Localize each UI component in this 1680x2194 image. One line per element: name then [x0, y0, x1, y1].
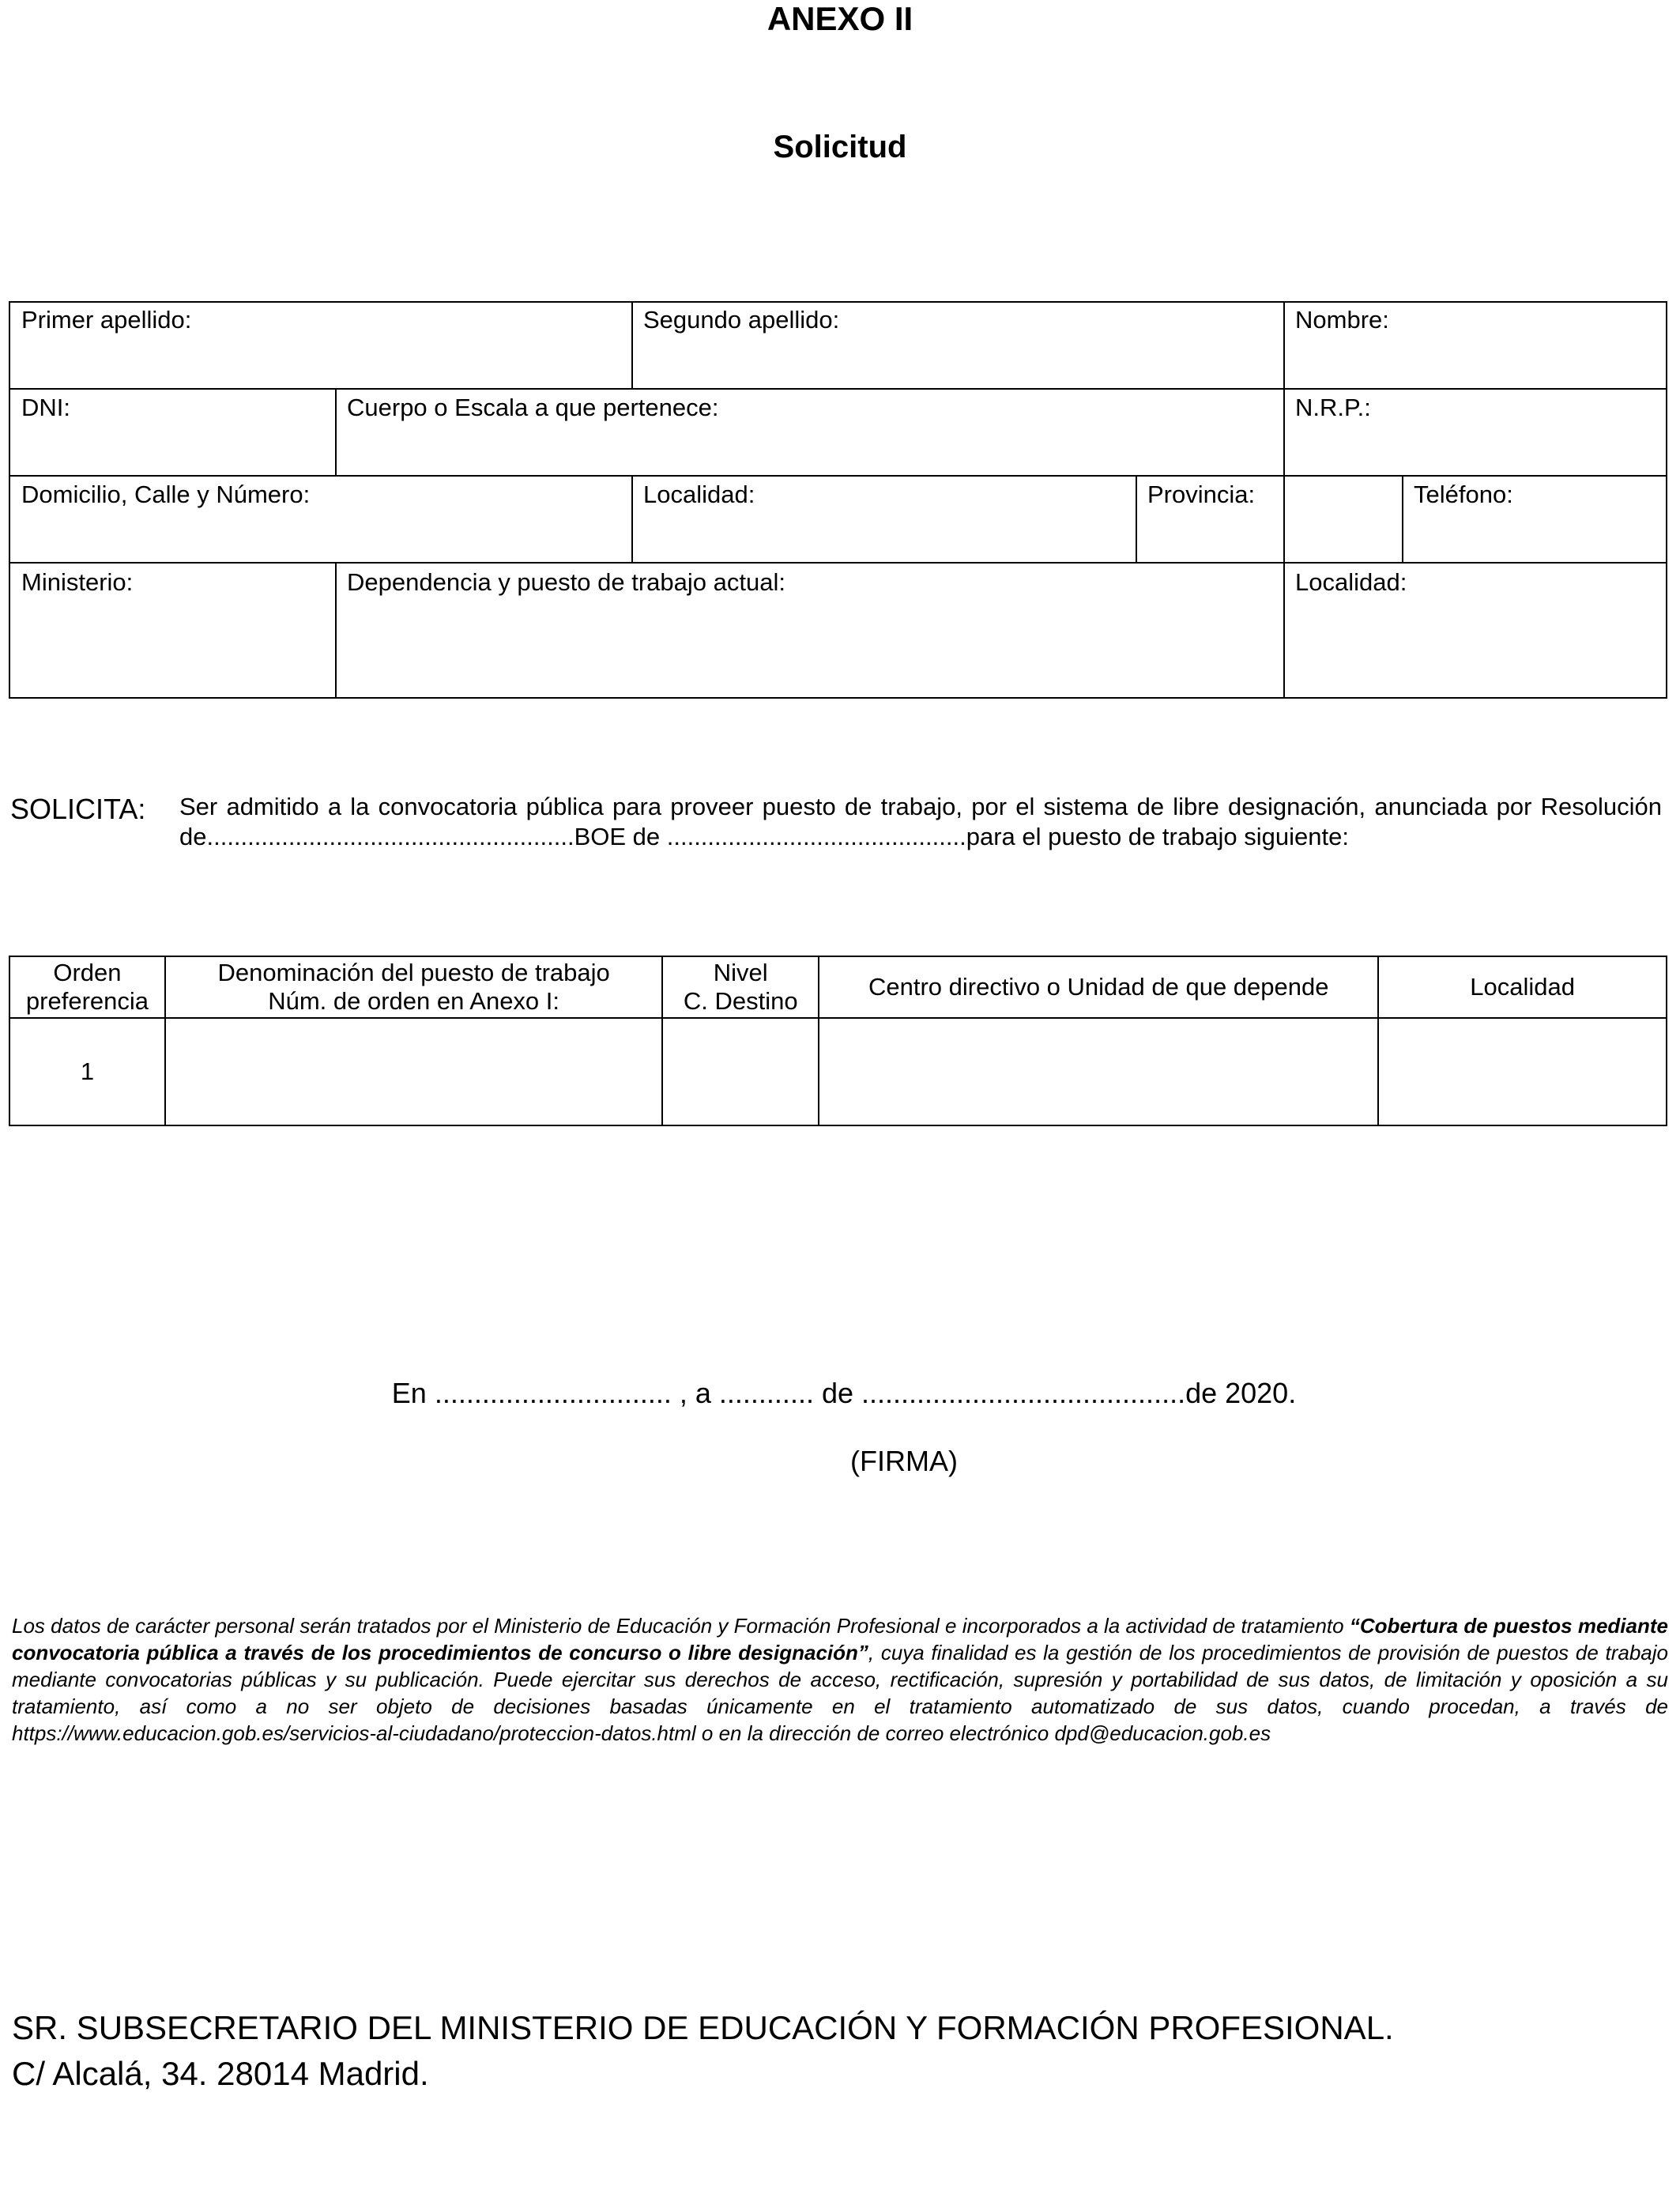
- field-cuerpo-escala[interactable]: Cuerpo o Escala a que pertenece:: [347, 394, 719, 421]
- cell-centro-directivo[interactable]: [819, 1018, 1378, 1125]
- row-divider: [10, 562, 1666, 564]
- header-line: Orden: [53, 959, 122, 986]
- document-title: ANEXO II: [767, 0, 913, 37]
- solicita-label: SOLICITA:: [10, 793, 146, 825]
- field-nrp[interactable]: N.R.P.:: [1295, 394, 1371, 421]
- cell-divider: [1402, 475, 1403, 564]
- header-line: Localidad: [1470, 973, 1576, 1001]
- signature-label: (FIRMA): [850, 1445, 958, 1477]
- cell-nivel[interactable]: [662, 1018, 819, 1125]
- field-nombre[interactable]: Nombre:: [1295, 306, 1389, 334]
- cell-divider: [335, 388, 337, 477]
- solicita-text: Ser admitido a la convocatoria pública para proveer puesto de trabajo, por el sistema de libre designación, anunciada por Resolución de......................................................BOE de ............................................para el puesto de trabajo siguiente:: [179, 793, 1662, 850]
- header-line: Nivel: [713, 959, 768, 986]
- cell-divider: [1283, 303, 1285, 564]
- header-line: preferencia: [25, 987, 149, 1015]
- cell-localidad[interactable]: [1378, 1018, 1667, 1125]
- cell-divider: [1136, 475, 1137, 564]
- privacy-treatment-name: “Cobertura de puestos mediante convocatoria pública a través de los procedimientos de concurso o libre designación”: [12, 1614, 1668, 1664]
- field-localidad-trabajo[interactable]: Localidad:: [1295, 568, 1407, 596]
- field-primer-apellido[interactable]: Primer apellido:: [21, 306, 192, 334]
- address-line: C/ Alcalá, 34. 28014 Madrid.: [12, 2055, 429, 2092]
- row-divider: [10, 388, 1666, 390]
- row-divider: [10, 475, 1666, 477]
- header-orden-preferencia: [9, 956, 165, 1018]
- privacy-text: Los datos de carácter personal serán tratados por el Ministerio de Educación y Formación Profesional e incorporados a la actividad de tratamiento: [12, 1614, 1350, 1638]
- header-line: Denominación del puesto de trabajo: [217, 959, 610, 986]
- cell-denominacion[interactable]: [165, 1018, 662, 1125]
- header-line: Centro directivo o Unidad de que depende: [868, 973, 1329, 1001]
- cell-divider: [1283, 562, 1285, 699]
- destination-table: [9, 956, 1667, 1126]
- field-provincia[interactable]: Provincia:: [1147, 481, 1256, 508]
- header-line: Núm. de orden en Anexo I:: [268, 987, 560, 1015]
- document-subtitle: Solicitud: [773, 130, 907, 164]
- cell-divider: [335, 562, 337, 699]
- cell-divider: [631, 303, 633, 390]
- table-row: [9, 1018, 1667, 1125]
- field-domicilio[interactable]: Domicilio, Calle y Número:: [21, 481, 311, 508]
- field-dni[interactable]: DNI:: [21, 394, 70, 421]
- field-ministerio[interactable]: Ministerio:: [21, 568, 134, 596]
- header-denominacion: [165, 956, 662, 1018]
- personal-data-form: [9, 301, 1667, 699]
- privacy-notice: [12, 1612, 1668, 1747]
- header-line: C. Destino: [683, 987, 798, 1015]
- place-date-line: En .............................. , a ............ de .........................................de 2020.: [391, 1377, 1297, 1409]
- privacy-text: , cuya finalidad es la gestión de los procedimientos de provisión de puestos de trabajo mediante convocatorias públicas y su publicación. Puede ejercitar sus derechos de acceso, rectificación, supresión y portabilidad de sus datos, de limitación y oposición a su tratamiento, así como a no ser objeto de decisiones basadas únicamente en el tratamiento automatizado de sus datos, cuando procedan, a través de https://www.educacion.gob.es/servicios-al-ciudadano/proteccion-datos.html o en la dirección de correo electrónico dpd@educacion.gob.es: [12, 1641, 1668, 1745]
- header-nivel: [662, 956, 819, 1018]
- addressee-line: SR. SUBSECRETARIO DEL MINISTERIO DE EDUCACIÓN Y FORMACIÓN PROFESIONAL.: [12, 2009, 1394, 2046]
- header-centro-directivo: [819, 956, 1378, 1018]
- cell-divider: [631, 475, 633, 564]
- header-localidad: [1378, 956, 1667, 1018]
- cell-orden[interactable]: 1: [9, 1018, 165, 1125]
- field-segundo-apellido[interactable]: Segundo apellido:: [643, 306, 840, 334]
- field-dependencia[interactable]: Dependencia y puesto de trabajo actual:: [347, 568, 785, 596]
- field-telefono[interactable]: Teléfono:: [1414, 481, 1513, 508]
- table-header-row: [9, 956, 1667, 1018]
- field-localidad[interactable]: Localidad:: [643, 481, 755, 508]
